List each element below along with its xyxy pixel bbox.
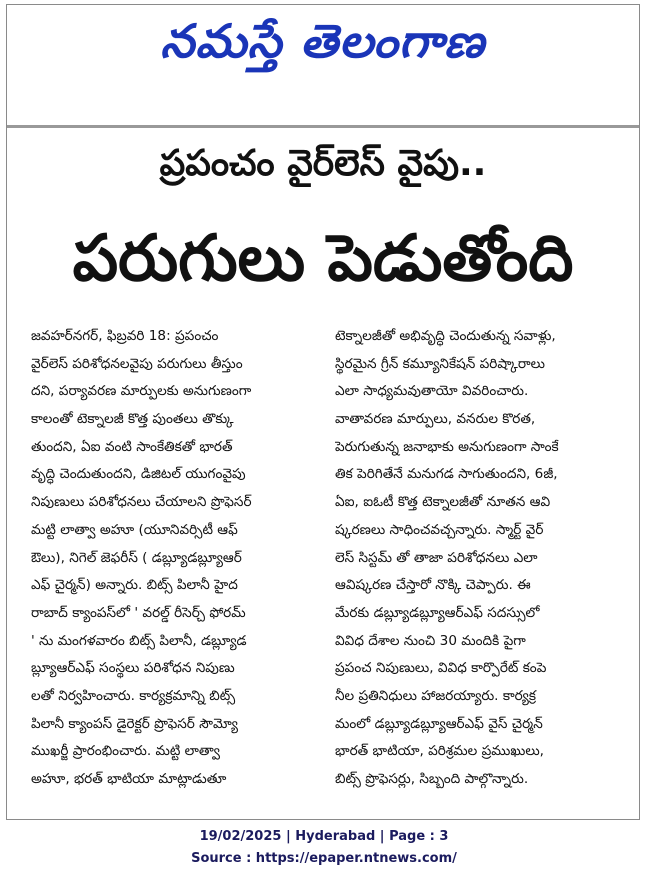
article-text-line: మంలో డబ్ల్యూడబ్ల్యూఆర్‌ఎఫ్ వైస్ చైర్మన్ bbox=[335, 715, 543, 732]
article-text-line: తిక పెరిగితేనే మనుగడ సాగుతుందని, 6జీ, bbox=[335, 466, 558, 483]
article-text-line: భారత్ భాటియా, పరిశ్రమల ప్రముఖులు, bbox=[335, 743, 545, 760]
clipping-frame bbox=[6, 4, 640, 820]
footer-source-link[interactable]: Source : https://epaper.ntnews.com/ bbox=[191, 851, 457, 866]
article-column-right bbox=[335, 323, 623, 793]
article-text-line: రాబాద్ క్యాంపస్‌లో ' వరల్డ్ రీసెర్చ్ ఫోరమ్ bbox=[31, 604, 246, 621]
article-text-line: బ్ల్యూఆర్‌ఎఫ్ సంస్థలు పరిశోధన నిపుణు bbox=[31, 660, 235, 677]
article-headline: పరుగులు పెడుతోంది bbox=[72, 222, 574, 296]
article-text-line: నిపుణులు పరిశోధనలు చేయాలని ప్రొఫెసర్ bbox=[31, 494, 252, 511]
article-text-line: పెరుగుతున్న జనాభాకు అనుగుణంగా సాంకే bbox=[335, 438, 559, 455]
article-column-left bbox=[31, 323, 319, 793]
article-text-line: ఎఫ్ చైర్మన్) అన్నారు. బిట్స్ పిలానీ హైద bbox=[31, 577, 238, 594]
article-text-line: ఎలా సాధ్యమవుతాయో వివరించారు. bbox=[335, 383, 529, 400]
article-text-line: ఏఐ, ఐఓటీ కొత్త టెక్నాలజీతో నూతన ఆవి bbox=[335, 494, 551, 511]
newspaper-logo: నమస్తే తెలంగాణ bbox=[160, 14, 486, 68]
article-text-line: మేరకు డబ్ల్యూడబ్ల్యూఆర్‌ఎఫ్ సదస్సులో bbox=[335, 604, 540, 621]
article-text-line: బిట్స్ ప్రొఫెసర్లు, సిబ్బంది పాల్గొన్నారు. bbox=[335, 771, 529, 787]
clipping-footer bbox=[0, 826, 648, 870]
article-text-line: నీల ప్రతినిధులు హాజరయ్యారు. కార్యక్ర bbox=[335, 687, 536, 704]
article-text-line: మట్టి లాత్వా అహూ (యూనివర్సిటీ ఆఫ్ bbox=[31, 521, 238, 538]
article-text-line: వృద్ధి చెందుతుందని, డిజిటల్ యుగంవైపు bbox=[31, 466, 246, 483]
article-text-line: తుందని, ఏఐ వంటి సాంకేతికతో భారత్ bbox=[31, 438, 233, 455]
article-text-line: స్థిరమైన గ్రీన్ కమ్యూనికేషన్ పరిష్కారాలు bbox=[335, 355, 545, 372]
article-text-line: కాలంతో టెక్నాలజీ కొత్త పుంతలు తొక్కు bbox=[31, 411, 234, 428]
article-text-line: వాతావరణ మార్పులు, వనరుల కొరత, bbox=[335, 411, 536, 428]
article-text-line: వివిధ దేశాల నుంచి 30 మందికి పైగా bbox=[335, 632, 526, 649]
article-text-line: దని, పర్యావరణ మార్పులకు అనుగుణంగా bbox=[31, 383, 252, 400]
masthead-divider bbox=[7, 125, 639, 128]
article-text-line: జవహర్‌నగర్, ఫిబ్రవరి 18: ప్రపంచం bbox=[31, 328, 219, 344]
article-text-line: పిలానీ క్యాంపస్ డైరెక్టర్ ప్రొఫెసర్ సౌమ్యో bbox=[31, 715, 238, 732]
article-text-line: ప్రపంచ నిపుణులు, వివిధ కార్పొరేట్ కంపె bbox=[335, 660, 547, 677]
article-text-line: ఆవిష్కరణ చేస్తారో నొక్కి చెప్పారు. ఈ bbox=[335, 577, 531, 594]
article-text-line: ముఖర్జీ ప్రారంభించారు. మట్టి లాత్వా bbox=[31, 743, 220, 760]
article-text-line: లతో నిర్వహించారు. కార్యక్రమాన్ని బిట్స్ bbox=[31, 687, 236, 704]
article-text-line: లెస్ సిస్టమ్ తో తాజా పరిశోధనలు ఎలా bbox=[335, 549, 538, 566]
article-text-line: వైర్‌లెస్ పరిశోధనలవైపు పరుగులు తీస్తుం bbox=[31, 355, 243, 372]
article-text-line: ' ను మంగళవారం బిట్స్ పిలానీ, డబ్ల్యూడ bbox=[31, 632, 247, 649]
article-text-line: ఔలు), నిగెల్ జెఫరీస్ ( డబ్ల్యూడబ్ల్యూఆర్ bbox=[31, 549, 242, 566]
masthead bbox=[7, 5, 639, 97]
article-body bbox=[31, 323, 623, 793]
article-text-line: ష్కరణలు సాధించవచ్చన్నారు. స్మార్ట్ వైర్ bbox=[335, 521, 544, 538]
article-text-line: అహూ, భరత్ భాటియా మాట్లాడుతూ bbox=[31, 771, 227, 787]
footer-date-location: 19/02/2025 | Hyderabad | Page : 3 bbox=[199, 829, 449, 844]
article-text-line: టెక్నాలజీతో అభివృద్ధి చెందుతున్న సవాళ్లు, bbox=[335, 328, 556, 344]
article-kicker: ప్రపంచం వైర్‌లెస్ వైపు.. bbox=[159, 143, 487, 184]
